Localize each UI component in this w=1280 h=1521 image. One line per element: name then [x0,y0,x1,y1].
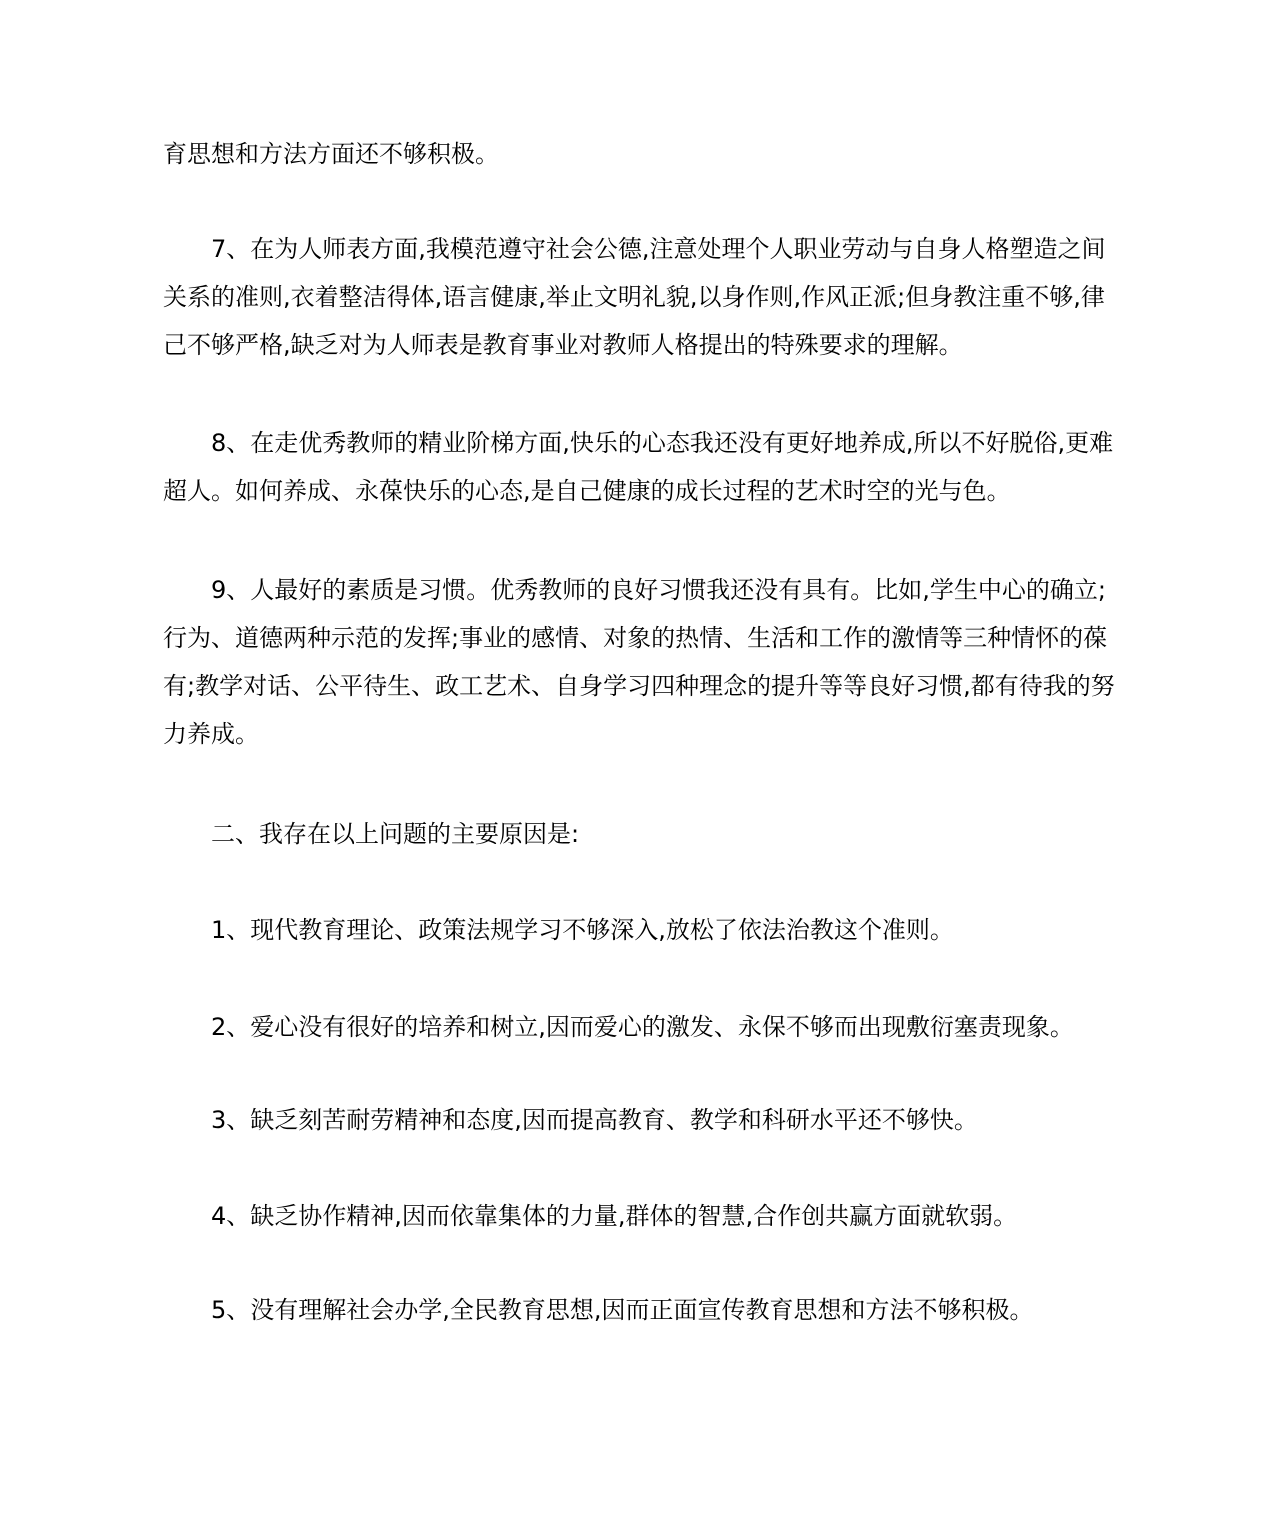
reason-item-3: 3、缺乏刻苦耐劳精神和态度,因而提高教育、教学和科研水平还不够快。 [211,1106,978,1134]
reason-item-4: 4、缺乏协作精神,因而依靠集体的力量,群体的智慧,合作创共赢方面就软弱。 [211,1202,1018,1230]
section-heading-reasons: 二、我存在以上问题的主要原因是: [211,820,580,848]
reason-item-5: 5、没有理解社会办学,全民教育思想,因而正面宣传教育思想和方法不够积极。 [211,1296,1034,1324]
paragraph-continuation: 育思想和方法方面还不够积极。 [163,140,499,168]
paragraph-item-9: 9、人最好的素质是习惯。优秀教师的良好习惯我还没有具有。比如,学生中心的确立;行为、道德两种示范的发挥;事业的感情、对象的热情、生活和工作的激情等三种情怀的葆有;教学对话、公平待生、政工艺术、自身学习四种理念的提升等等良好习惯,都有待我的努力养成。 [163,576,1115,748]
paragraph-item-7: 7、在为人师表方面,我模范遵守社会公德,注意处理个人职业劳动与自身人格塑造之间关系的准则,衣着整洁得体,语言健康,举止文明礼貌,以身作则,作风正派;但身教注重不够,律己不够严格,缺乏对为人师表是教育事业对教师人格提出的特殊要求的理解。 [163,235,1106,359]
paragraph-item-8: 8、在走优秀教师的精业阶梯方面,快乐的心态我还没有更好地养成,所以不好脱俗,更难超人。如何养成、永葆快乐的心态,是自己健康的成长过程的艺术时空的光与色。 [163,429,1114,505]
reason-item-2: 2、爱心没有很好的培养和树立,因而爱心的激发、永保不够而出现敷衍塞责现象。 [211,1013,1074,1041]
reason-item-1: 1、现代教育理论、政策法规学习不够深入,放松了依法治教这个准则。 [211,916,954,944]
